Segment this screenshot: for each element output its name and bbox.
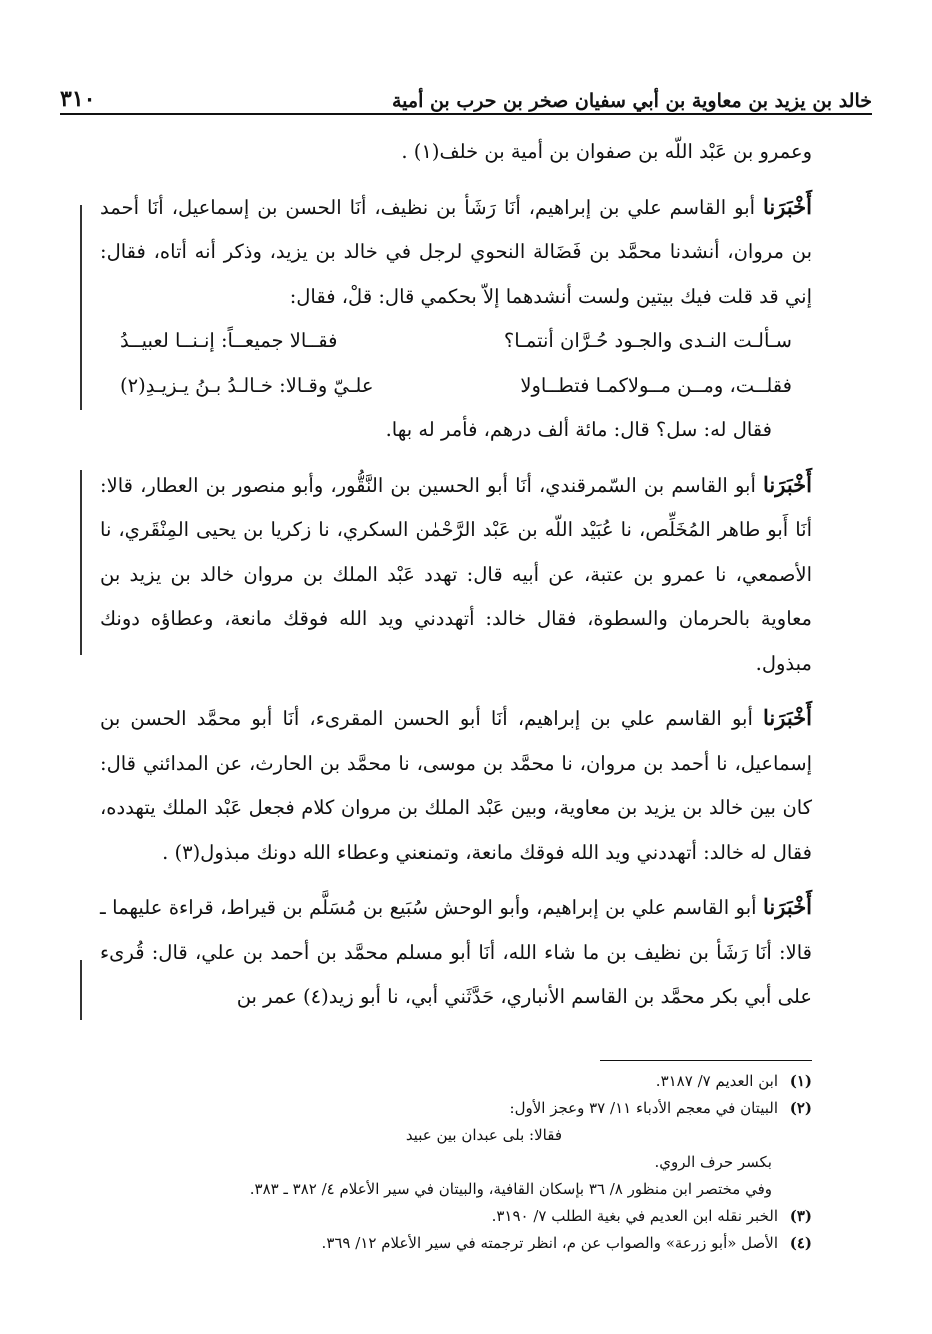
margin-line <box>80 960 82 1020</box>
isnad-lead: أَخْبَرَنا <box>763 193 812 219</box>
paragraph-text: أبو القاسم علي بن إبراهيم، أنَا أبو الحسن المقرىء، أنَا أبو محمَّد الحسن بن إسماعيل، نا أحمد بن مروان، نا محمَّد بن موسى، نا محمَّد بن الحارث، عن المدائني قال: كان بين خالد بن يزيد بن معاوية، وبين عَبْد الملك بن مروان كلام فجعل عَبْد الملك يتهدده، فقال له خالد: أتهددني ويد الله فوقك مانعة، وتمنعني وعطاء الله دونك مبذول(٣) . <box>100 707 812 864</box>
paragraph <box>100 696 812 875</box>
verse-line <box>100 364 812 409</box>
paragraph: فقال له: سل؟ قال: مائة ألف درهم، فأمر له بها. <box>385 418 772 441</box>
footnote <box>120 1230 812 1257</box>
paragraph-text: أبو القاسم علي بن إبراهيم، وأبو الوحش سُبَيع بن مُسَلَّم بن قيراط، قراءة عليهما ـ قالا: أنَا رَشَأ بن نظيف بن ما شاء الله، أنَا أبو مسلم محمَّد بن أحمد بن علي، قال: قُرىء على أبي بكر محمَّد بن القاسم الأنباري، حَدَّثَني أبي، نا أبو زيد(٤) عمر بن <box>100 896 812 1008</box>
footnote-number: (١) <box>789 1072 812 1090</box>
footnote <box>120 1203 812 1230</box>
isnad-lead: أَخْبَرَنا <box>763 894 813 919</box>
footnote-text: بكسر حرف الروي. <box>654 1153 772 1171</box>
running-title: خالد بن يزيد بن معاوية بن أبي سفيان صخر بن حرب بن أمية <box>391 90 872 112</box>
paragraph <box>100 885 812 1020</box>
footnotes <box>120 1068 812 1257</box>
footnote-text: وفي مختصر ابن منظور ٨/ ٣٦ بإسكان القافية، والبيتان في سير الأعلام ٤/ ٣٨٢ ـ ٣٨٣. <box>249 1180 772 1198</box>
verse-hemistich: سـألـت النـدى والجـود حُـرَّان أنتمـا؟ <box>503 329 792 352</box>
margin-line <box>80 470 82 655</box>
footnote <box>120 1068 812 1095</box>
verse-line <box>100 319 812 364</box>
footnote-text: الأصل «أبو زرعة» والصواب عن م، انظر ترجمته في سير الأعلام ١٢/ ٣٦٩. <box>321 1234 778 1252</box>
footnote-text: البيتان في معجم الأدباء ١١/ ٣٧ وعجز الأول: <box>509 1099 778 1117</box>
footnote-number: (٣) <box>789 1207 812 1225</box>
verse-hemistich: فقلــت، ومــن مــولاكمـا فتطــاولا <box>520 373 792 397</box>
header-rule <box>60 113 872 115</box>
isnad-lead: أَخْبَرَنا <box>763 471 812 497</box>
main-text <box>100 130 812 1020</box>
footnote-number: (٢) <box>789 1099 812 1117</box>
footnote <box>120 1095 812 1122</box>
footnote-rule <box>600 1060 812 1061</box>
paragraph <box>100 185 812 320</box>
footnote-text: الخبر نقله ابن العديم في بغية الطلب ٧/ ٣١٩٠. <box>491 1207 778 1225</box>
paragraph-text: أبو القاسم بن السّمرقندي، أنَا أبو الحسين بن النَّقُّور، وأبو منصور بن العطار، قالا: أنَا أَبو طاهر المُخَلِّص، نا عُبَيْد اللّه بن عَبْد الرَّحْمٰن السكري، نا زكريا بن يحيى المِنْقَري، نا الأصمعي، نا عمرو بن عتبة، عن أبيه قال: تهدد عَبْد الملك بن مروان خالد بن يزيد بن معاوية بالحرمان والسطوة، فقال خالد: أتهددني ويد الله فوقك مانعة، وعطاؤه دونك مبذول. <box>100 473 812 675</box>
footnote-number: (٤) <box>789 1234 812 1252</box>
footnote-verse: فقالا: بلى عبدان بين عبيد <box>405 1126 562 1144</box>
page-header <box>60 72 872 112</box>
verse-hemistich: فقــالا جميعــاً: إنـنــا لعبيــدُ <box>120 329 338 352</box>
isnad-lead: أَخْبَرَنا <box>763 705 812 730</box>
margin-line <box>80 205 82 410</box>
page-number: ٣١٠ <box>60 86 96 112</box>
verse-hemistich: علـيّ وقـالا: خـالـدُ بـنُ يـزيـدِ(٢) <box>120 373 374 397</box>
footnote-text: ابن العديم ٧/ ٣١٨٧. <box>655 1072 778 1090</box>
paragraph: وعمرو بن عَبْد اللّه بن صفوان بن أمية بن خلف(١) . <box>401 140 812 163</box>
paragraph <box>100 463 812 687</box>
paragraph-text: أبو القاسم علي بن إبراهيم، أنَا رَشَأ بن نظيف، أنَا الحسن بن إسماعيل، أنَا أحمد بن مروان، أنشدنا محمَّد بن فَضَالة النحوي لرجل في خالد بن يزيد، وذكر أنه أتاه، فقال: إني قد قلت فيك بيتين ولست أنشدهما إلاّ بحكمي قال: قلْ، فقال: <box>100 195 812 308</box>
